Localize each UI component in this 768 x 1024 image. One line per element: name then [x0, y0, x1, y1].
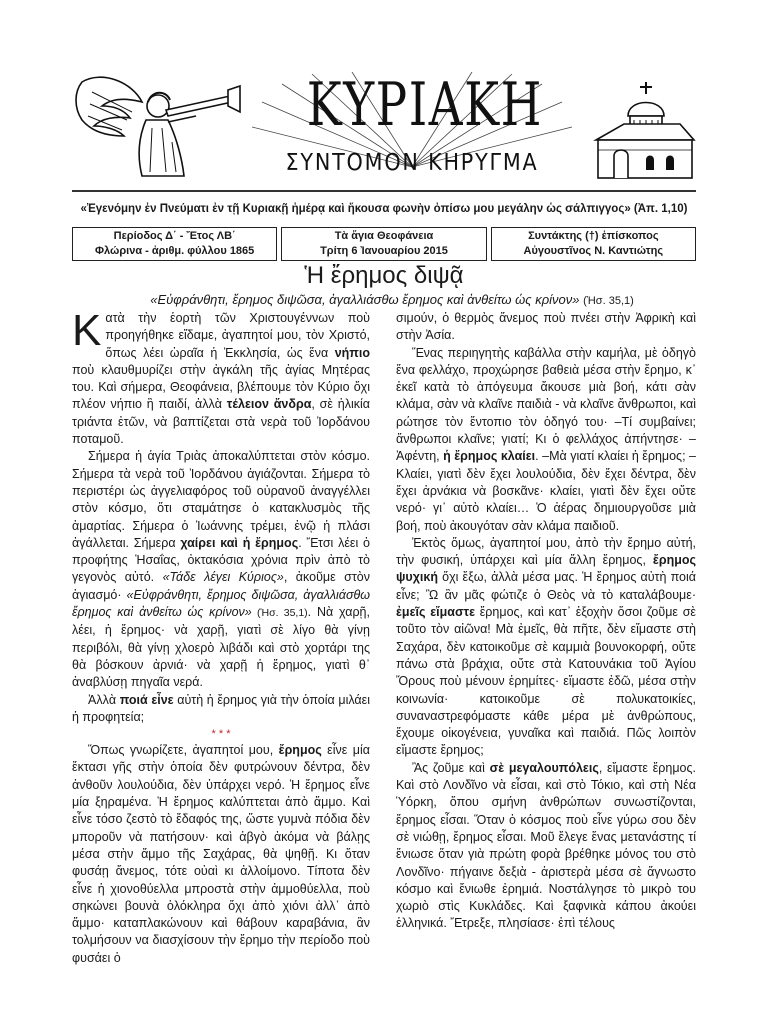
article-lead-quote: [72, 292, 712, 307]
feast-name: Τὰ ἅγια Θεοφάνεια: [334, 230, 434, 242]
paragraph: Ἕνας περιηγητὴς καβάλλα στὴν καμήλα, μὲ ὁδηγὸ ἕνα φελλάχο, προχώρησε βαθειὰ μέσα στὴν ἔρημο, κ᾽ ἐκεῖ κατὰ τὸ ἀπόγευμα ἄκουσε μιὰ βοή, κάτι σὰν κλάμα, σὰν νὰ κλαῖνε παιδιὰ - νὰ κλαῖνε ἄνθρωποι, καὶ ρώτησε τὸν ἔντοπιο τὸν ὁδηγό του· –Τί συμβαίνει; ἄνθρωποι κλαῖνε; γιατί; Κι ὁ φελλάχος ἀπήντησε· –Ἀφέντη, ἡ ἔρημος κλαίει. –Μὰ γιατί κλαίει ἡ ἔρημος; –Κλαίει, γιατὶ δὲν ἔχει λουλούδια, δὲν ἔχει δέντρα, δὲν ἔχει ἀρνάκια νὰ βοσκᾶνε· κλαίει, γιατὶ δὲν ἔχει οὔτε νερό· γι᾽ αὐτὸ κλαίει… Ὁ ἀέρας δημιουργοῦσε μιὰ βοή, ποὺ ἀκουγόταν σὰν κλάμα παιδιοῦ.: [396, 345, 696, 533]
issue-info-row: [72, 227, 696, 261]
paragraph: σιμούν, ὁ θερμὸς ἄνεμος ποὺ πνέει στὴν Ἀφρικὴ καὶ στὴν Ἀσία.: [396, 311, 696, 343]
paragraph: Ἂς ζοῦμε καὶ σὲ μεγαλουπόλεις, εἴμαστε ἔρημος. Καὶ στὸ Λονδῖνο νὰ εἶσαι, καὶ στὸ Τόκιο, καὶ στὴ Νέα Ὑόρκη, ὅπου σμήνη ἀνθρώπων συνωστίζονται, ἔρημος εἶσαι. Ὅταν ὁ κόσμος ποὺ εἶνε γύρω σου δὲν σὲ νιώθῃ, ἔρημος εἶσαι. Μοῦ ἔλεγε ἕνας μετανάστης τί ἔνιωσε ὅταν γιὰ πρώτη φορὰ βρέθηκε μόνος του στὸ Λονδῖνο· πήγαινε δεξιὰ - ἀριστερὰ μέσα σὲ ἄγνωστο κόσμο καὶ ἔνιωθε ἐρημιά. Νοστάλγησε τὸ μικρὸ του χωριὸ στὶς Κυκλάδες. Καὶ ξαφνικὰ κάπου ἀκούει ἑλληνικά. Ἔτρεξε, πλησίασε· ἐπὶ τέλους: [396, 760, 696, 931]
church-icon: [584, 76, 696, 180]
article-column-right: [396, 310, 696, 933]
masthead-title: ΚΥΡΙΑΚΗ: [306, 70, 544, 140]
feast-date-box: [281, 227, 486, 261]
paragraph: Ἀλλὰ ποιά εἶνε αὐτὴ ἡ ἔρημος γιὰ τὴν ὁποία μιλάει ἡ προφητεία;: [72, 692, 370, 724]
trumpeting-angel-icon: [72, 72, 242, 180]
article-column-left: [72, 306, 371, 967]
author-box: [491, 227, 696, 261]
paragraph: Κατὰ τὴν ἑορτὴ τῶν Χριστουγέννων ποὺ προηγήθηκε εἴδαμε, ἀγαπητοί μου, τὸν Χριστό, ὅπως λέει ὡραῖα ἡ Ἐκκλησία, ὡς ἕνα νήπιο ποὺ κλαυθμυρίζει στὴν ἀγκάλη τῆς ἁγίας Μητέρας του. Καὶ σήμερα, Θεοφάνεια, βλέπουμε τὸν Κύριο ὄχι πλέον νήπιο ἢ παιδί, ἀλλὰ τέλειον ἄνδρα, σὲ ἡλικία τριάντα ἐτῶν, νὰ βαπτίζεται στὰ νερὰ τοῦ Ἰορδάνου ποταμοῦ.: [72, 306, 370, 447]
issue-period-box: [72, 227, 277, 261]
lead-quote-text: «Εὐφράνθητι, ἔρημος διψῶσα, ἀγαλλιάσθω ἔρημος καὶ ἀνθείτω ὡς κρίνον»: [150, 292, 580, 307]
paragraph: Ὅπως γνωρίζετε, ἀγαπητοί μου, ἔρημος εἶνε μία ἔκτασι γῆς στὴν ὁποία δὲν φυτρώνουν δέντρα, δὲν ἀνθοῦν λουλούδια, δὲν ὑπάρχει νερό. Ἡ ἔρημος εἶνε μία ξηραμένα. Ἡ ἔρημος καλύπτεται ἀπὸ ἄμμο. Καὶ εἶνε τόσο ζεστὸ τὸ ἔδαφός της, ὥστε γυμνὰ πόδια δὲν μποροῦν νὰ πατήσουν· καὶ ἀβγὸ ἀκόμα νὰ βάλῃς μέσα στὴν ἄμμο τῆς Σαχάρας, θὰ ψηθῇ. Κι ὅταν φυσάῃ ἄνεμος, τότε οὐαὶ κι ἀλλοίμονο. Τίποτα δὲν εἶνε ἡ χιονοθύελλα μπροστὰ στὴν ἀμμοθύελλα, ποὺ σηκώνει βουνὰ ὁλόκληρα ὄχι ἀπὸ χιόνι ἀλλ᾽ ἀπὸ ἄμμο· καταπλακώνουν καὶ θάβουν καραβάνια, ἂν τολμήσουν να διασχίσουν τὴν ἔρημο τὴν περίοδο ποὺ φυσάει ὁ: [72, 743, 371, 965]
article-title: Ἡ ἔρημος διψᾷ: [304, 262, 464, 289]
author-role: Συντάκτης (†) ἐπίσκοπος: [528, 230, 659, 242]
masthead-divider: [72, 190, 696, 192]
masthead: [72, 72, 696, 182]
lead-quote-reference: (Ἡσ. 35,1): [583, 295, 634, 307]
drop-cap: Κ: [72, 306, 102, 355]
masthead-subtitle: ΣΥΝΤΟΜΟΝ ΚΗΡΥΓΜΑ: [285, 150, 539, 176]
author-name: Αὐγουστῖνος Ν. Καντιώτης: [523, 245, 664, 257]
section-separator: * * *: [211, 728, 231, 741]
paragraph: Ἐκτὸς ὅμως, ἀγαπητοί μου, ἀπὸ τὴν ἔρημο αὐτή, τὴν φυσική, ὑπάρχει καὶ μία ἄλλη ἔρημος, ἔρημος ψυχική ὄχι ἔξω, ἀλλὰ μέσα μας. Ἡ ἔρημος αὐτὴ ποιά εἶνε; Ὢ ἂν μᾶς φώτιζε ὁ Θεὸς νὰ τὸ καταλάβουμε· ἐμεῖς εἴμαστε ἔρημος, καὶ κατ᾽ ἐξοχὴν ὅσοι ζοῦμε σὲ τοῦτο τὸν αἰῶνα! Μὰ ἐμεῖς, θὰ πῆτε, δὲν εἴμαστε στὴ Σαχάρα, δὲν κατοικοῦμε σὲ καμμιὰ βουνοκορφή, οὔτε πάνω στὰ βράχια, οὔτε στὰ Κατουνάκια τοῦ Ἁγίου Ὄρους ποὺ μένουν ἐρημίτες· εἴμαστε ἐδῶ, μέσα στὴν κοινωνία· κατοικοῦμε σὲ πολυκατοικίες, συναναστρεφόμαστε κάθε μέρα μὲ ἀνθρώπους, ἔχουμε οἰκογένεια, γυναῖκα καὶ παιδιά. Πῶς λοιπὸν εἴμαστε ἔρημος;: [396, 535, 696, 758]
feast-date: Τρίτη 6 Ἰανουαρίου 2015: [320, 245, 448, 257]
issue-number: Φλώρινα - ἀριθμ. φύλλου 1865: [95, 245, 255, 257]
scripture-motto: «Ἐγενόμην ἐν Πνεύματι ἐν τῇ Κυριακῇ ἡμέρᾳ καὶ ἤκουσα φωνὴν ὀπίσω μου μεγάλην ὡς σάλπιγγος» (Ἀπ. 1,10): [80, 203, 688, 215]
issue-period: Περίοδος Δ΄ - Ἔτος ΛΒ΄: [113, 230, 236, 242]
paragraph: Σήμερα ἡ ἁγία Τριὰς ἀποκαλύπτεται στὸν κόσμο. Σήμερα τὰ νερὰ τοῦ Ἰορδάνου ἁγιάζονται. Σήμερα τὸ περιστέρι ὡς ἀγγελιαφόρος τοῦ οὐρανοῦ ἀναγγέλλει στὸν κόσμο, ὅτι σταμάτησε ὁ κατακλυσμὸς τῆς ἁμαρτίας. Σήμερα ὁ Ἰωάννης τρέμει, ἐνῷ ἡ πλάσι ἀγάλλεται. Σήμερα χαίρει καὶ ἡ ἔρημος. Ἔτσι λέει ὁ προφήτης Ἡσαΐας, ὀκτακόσια χρόνια πρὶν ἀπὸ τὸ γεγονὸς αὐτό. «Τάδε λέγει Κύριος», ἀκοῦμε στὸν ἁγιασμό· «Εὐφράνθητι, ἔρημος διψῶσα, ἀγαλλιάσθω ἔρημος καὶ ἀνθείτω ὡς κρίνον» (Ἡσ. 35,1). Νὰ χαρῇ, λέει, ἡ ἔρημος· νὰ χαρῇ, γιατὶ σὲ λίγο θὰ γίνῃ περιβόλι, θὰ γίνῃ χλοερὸ λιβάδι καὶ στὸ χορτάρι της θὰ βόσκουν ἀρνιά· νὰ χαρῇ ἡ ἔρημος, γιατὶ θ᾽ ἀναβλύσῃ πηγαῖα νερά.: [72, 449, 370, 690]
